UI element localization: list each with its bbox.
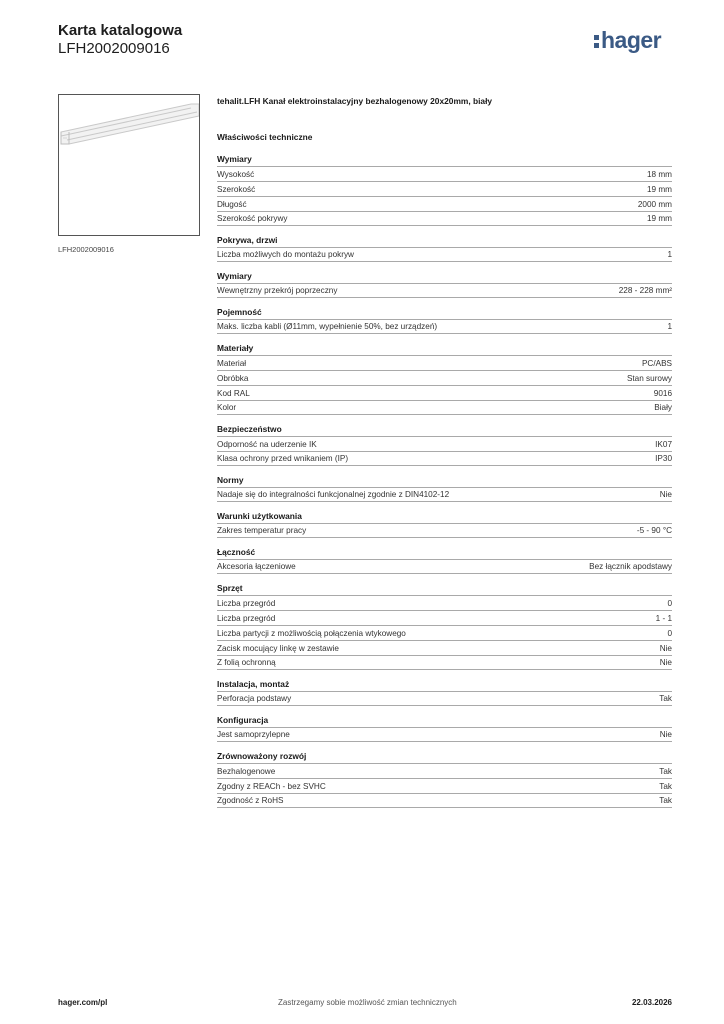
spec-value: 0 (667, 628, 672, 638)
spec-group-title: Sprzęt (217, 583, 243, 593)
footer-website-link[interactable]: hager.com/pl (58, 998, 108, 1007)
spec-label: Perforacja podstawy (217, 694, 292, 703)
spec-table (217, 355, 672, 415)
spec-label: Klasa ochrony przed wnikaniem (IP) (217, 454, 349, 463)
spec-group-title: Normy (217, 475, 244, 485)
spec-label: Szerokość pokrywy (217, 214, 288, 223)
spec-label: Jest samoprzylepne (217, 730, 290, 739)
spec-table (217, 559, 672, 574)
spec-label: Długość (217, 199, 247, 209)
spec-label: Wysokość (217, 169, 255, 179)
spec-group-title: Łączność (217, 547, 256, 557)
spec-label: Liczba partycji z możliwością połączenia wtykowego (217, 628, 406, 638)
spec-value: 9016 (653, 388, 672, 398)
spec-value: Nie (659, 730, 672, 739)
spec-group-title: Wymiary (217, 271, 252, 281)
spec-label: Liczba przegród (217, 613, 276, 623)
spec-row (217, 385, 672, 400)
spec-table (217, 487, 672, 502)
spec-group-title: Instalacja, montaż (217, 679, 290, 689)
spec-label: Zacisk mocujący linkę w zestawie (217, 643, 339, 653)
spec-row (217, 778, 672, 793)
spec-row (217, 793, 672, 808)
product-image (58, 94, 200, 236)
product-code-header: LFH2002009016 (58, 40, 170, 57)
spec-row (217, 166, 672, 181)
spec-table (217, 436, 672, 466)
spec-row (217, 523, 672, 538)
spec-label: Zakres temperatur pracy (217, 526, 307, 535)
spec-group (217, 270, 672, 298)
spec-value: Nie (659, 658, 672, 667)
spec-table (217, 727, 672, 742)
specification-content (217, 95, 672, 808)
product-title: tehalit.LFH Kanał elektroinstalacyjny bezhalogenowy 20x20mm, biały (217, 96, 493, 106)
spec-value: Tak (659, 781, 672, 791)
logo-text: hager (601, 27, 662, 53)
spec-row (217, 247, 672, 262)
spec-group (217, 423, 672, 466)
spec-group (217, 510, 672, 538)
spec-label: Maks. liczba kabli (Ø11mm, wypełnienie 50%, bez urządzeń) (217, 322, 438, 331)
spec-value: Stan surowy (626, 373, 672, 383)
spec-label: Bezhalogenowe (217, 766, 276, 776)
spec-value: 1 (667, 322, 672, 331)
spec-group (217, 342, 672, 415)
spec-value: 1 (667, 250, 672, 259)
spec-table (217, 319, 672, 334)
spec-row (217, 559, 672, 574)
spec-label: Szerokość (217, 184, 256, 194)
spec-table (217, 595, 672, 670)
spec-group (217, 306, 672, 334)
cable-duct-image (59, 95, 199, 235)
spec-row (217, 181, 672, 196)
spec-group (217, 153, 672, 226)
spec-value: 228 - 228 mm² (618, 286, 672, 295)
spec-value: Nie (659, 643, 672, 653)
spec-group (217, 234, 672, 262)
spec-group (217, 582, 672, 670)
spec-group (217, 750, 672, 808)
spec-label: Odporność na uderzenie IK (217, 439, 317, 449)
spec-label: Z folią ochronną (217, 658, 276, 667)
spec-value: IK07 (655, 439, 672, 449)
spec-group-title: Pokrywa, drzwi (217, 235, 278, 245)
spec-group-title: Bezpieczeństwo (217, 424, 282, 434)
spec-value: Tak (659, 766, 672, 776)
spec-table (217, 247, 672, 262)
spec-value: Tak (659, 694, 672, 703)
spec-label: Kolor (217, 403, 237, 412)
spec-label: Wewnętrzny przekrój poprzeczny (217, 286, 338, 295)
spec-table (217, 283, 672, 298)
spec-group (217, 474, 672, 502)
spec-table (217, 523, 672, 538)
footer-date: 22.03.2026 (631, 998, 672, 1007)
spec-row (217, 319, 672, 334)
spec-row (217, 727, 672, 742)
spec-group-title: Pojemność (217, 307, 262, 317)
spec-value: Nie (659, 490, 672, 499)
spec-row (217, 691, 672, 706)
spec-label: Kod RAL (217, 388, 250, 398)
spec-groups (217, 153, 672, 808)
spec-group-title: Zrównoważony rozwój (217, 751, 307, 761)
spec-label: Liczba możliwych do montażu pokryw (217, 250, 354, 259)
page-title: Karta katalogowa (58, 22, 183, 39)
spec-value: 1 - 1 (655, 613, 672, 623)
spec-group-title: Warunki użytkowania (217, 511, 302, 521)
spec-row (217, 625, 672, 640)
spec-value: -5 - 90 °C (636, 526, 672, 535)
footer-note: Zastrzegamy sobie możliwość zmian technicznych (278, 998, 457, 1007)
spec-row (217, 211, 672, 226)
spec-value: Biały (654, 403, 672, 412)
spec-value: Tak (659, 796, 672, 805)
spec-value: Bez łącznik apodstawy (589, 562, 672, 571)
spec-table (217, 691, 672, 706)
spec-row (217, 640, 672, 655)
spec-group-title: Konfiguracja (217, 715, 269, 725)
spec-table (217, 166, 672, 226)
spec-value: IP30 (655, 454, 672, 463)
spec-label: Materiał (217, 358, 247, 368)
spec-label: Liczba przegród (217, 598, 276, 608)
spec-row (217, 487, 672, 502)
spec-table (217, 763, 672, 808)
spec-row (217, 283, 672, 298)
spec-row (217, 655, 672, 670)
spec-group (217, 546, 672, 574)
spec-group (217, 678, 672, 706)
image-caption: LFH2002009016 (58, 245, 114, 254)
spec-row (217, 370, 672, 385)
spec-row (217, 400, 672, 415)
spec-value: 18 mm (646, 169, 672, 179)
spec-row (217, 196, 672, 211)
spec-label: Nadaje się do integralności funkcjonalnej zgodnie z DIN4102-12 (217, 490, 450, 499)
spec-value: 19 mm (646, 214, 672, 223)
spec-group-title: Materiały (217, 343, 254, 353)
spec-row (217, 610, 672, 625)
spec-row (217, 436, 672, 451)
spec-label: Zgodny z REACh - bez SVHC (217, 781, 326, 791)
spec-group (217, 714, 672, 742)
spec-label: Akcesoria łączeniowe (217, 562, 296, 571)
spec-value: 0 (667, 598, 672, 608)
spec-value: 2000 mm (637, 199, 672, 209)
section-title: Właściwości techniczne (217, 132, 313, 142)
spec-label: Obróbka (217, 373, 249, 383)
spec-row (217, 355, 672, 370)
spec-row (217, 451, 672, 466)
spec-value: 19 mm (646, 184, 672, 194)
spec-row (217, 595, 672, 610)
hager-logo (594, 27, 661, 54)
spec-label: Zgodność z RoHS (217, 796, 284, 805)
logo-dots-icon (594, 31, 600, 51)
spec-value: PC/ABS (641, 358, 672, 368)
spec-row (217, 763, 672, 778)
spec-group-title: Wymiary (217, 154, 252, 164)
